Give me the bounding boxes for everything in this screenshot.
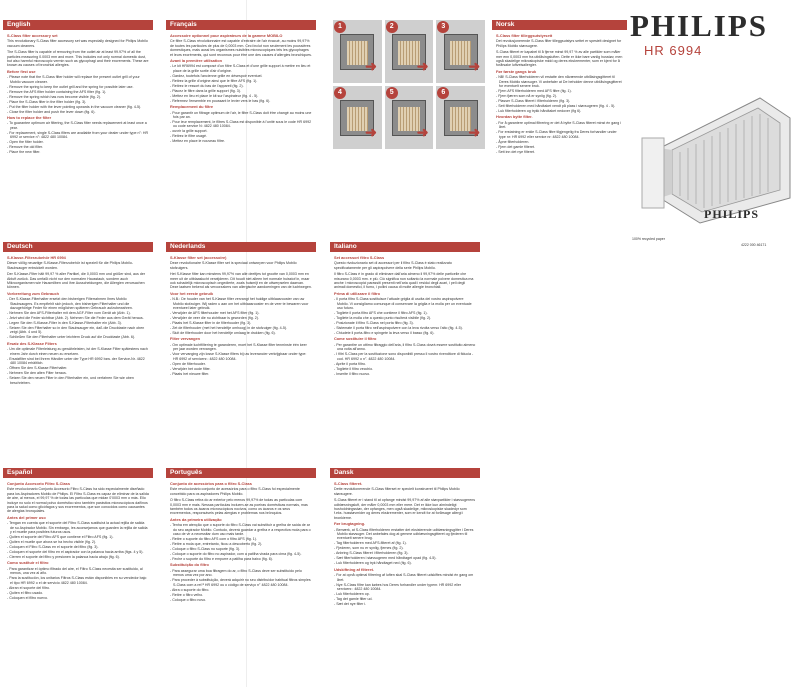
figure-number: 2 <box>386 21 398 33</box>
instruction-list <box>334 528 476 566</box>
list-item: - Legen Sie den S-Klasse-Filter in den S-Klasse-Filterhalter ein (Abb. 3). <box>7 321 149 325</box>
arrow-icon: ➜ <box>416 58 429 75</box>
list-item: - Fjederen, som nu er synlig, fjernes (fig. 2). <box>334 546 476 550</box>
list-item: - Ersatzfilter sind bei Ihrem Händler unter der Type HR 6992 bzw. der Service-Nr. 4822 480 10084 erhältlich. <box>7 357 149 366</box>
section-subtitle: Avant la première utilisation <box>170 58 222 64</box>
italiano-header: Italiano <box>330 242 480 252</box>
section-italiano <box>330 242 480 457</box>
list-item: - Togliete la molla che a questo punto risulterà visibile (fig. 2). <box>334 316 476 320</box>
section-subtitle: Før brugtagning. <box>334 521 366 527</box>
list-item: - Verwijder het oude filter. <box>170 367 312 371</box>
philips-logo-small: PHILIPS <box>704 207 760 221</box>
figure-number: 6 <box>437 87 449 99</box>
section-subtitle: Conjunto Accesorio Filtro S-Class <box>7 481 70 486</box>
arrow-icon: ➜ <box>416 124 429 141</box>
section-subtitle: S-Class filter accessory set <box>7 33 58 38</box>
francais-body <box>166 30 316 144</box>
list-item: - ouvrir la grille support. <box>170 129 312 133</box>
list-item: - Verwijder de veer die nu zichtbaar is geworden (fig. 2). <box>170 316 312 320</box>
list-item: - Quiten el soporte del Filtro AFS que contiene el Filtro AFS (fig. 1). <box>7 535 149 539</box>
deutsch-body <box>3 252 153 385</box>
philips-logo: PHILIPS <box>630 8 769 43</box>
english-body <box>3 30 153 155</box>
portugues-body <box>166 478 316 602</box>
list-item: - Setzen Sie den neuen Filter in den Filterhalter ein, und verfahren Sie wie oben beschrieben. <box>7 376 149 385</box>
section-subtitle: Voor het eerste gebruik <box>170 290 214 296</box>
section-deutsch <box>3 242 153 457</box>
figure-step-2 <box>385 20 434 83</box>
list-item: - Luk filterholderen op. <box>334 592 476 596</box>
deutsch-header: Deutsch <box>3 242 153 252</box>
list-item: - Bemærk, at S-Class filterholderen erstatter det eksisterende udblæsningsgitter i Deres Mobilo støvsuger. Det anbefales dog at gemme udblæsningsgitteret og fjederen til eventuelt senere brug. <box>334 528 476 541</box>
section-subtitle: Antes da primeira utilização <box>170 516 222 522</box>
paragraph: S-Class filteret er i stand til at opfange mindst 99,97% af alle støvpartikler i støvsugerens udblæsningsluft, der måler 0,0003 mm eller mere. Det er ikke kun almindeligt husholdningsstøv, der opfanges, men også skadelige, mikroskopiske skadedyr som f.eks. husstøvmider og deres ekskrementer, som er kendt for at forårsage allergi i bronkierne. <box>334 498 476 520</box>
list-item: - Chiudete il porta-filtro e spingete la leva verso il basso (fig. 6). <box>334 331 476 335</box>
paragraph: Questo rivoluzionario set di accessori per il filtro S-Class è stato realizzato specificatamente per gli aspirapolvere della serie Philips Mobilo. <box>334 261 452 270</box>
list-item: - Remove the spring to keep the outlet grill and the spring for possible later use. <box>7 85 149 89</box>
instruction-list <box>7 75 149 114</box>
model-number: HR 6994 <box>644 43 703 58</box>
section-subtitle: Prima di utilizzare il filtro <box>334 290 381 296</box>
list-item: - Placez le filtre dans la grille support (fig. 3). <box>170 89 312 93</box>
list-item: - Om optimale luchtfiltering te garanderen, moet het S-Klasse filter tenminste één keer per jaar worden vervangen. <box>170 343 312 352</box>
section-subtitle: S-Klasse filter set (accessoire) <box>170 255 227 260</box>
list-item: - To guarantee optimum air filtering, the S-Class filter needs replacement at least once a year. <box>7 121 149 130</box>
list-item: - Cierren el soporte del filtro y presionen la palanca hacia abajo (fig. 6). <box>7 555 149 559</box>
figure-step-3 <box>436 20 485 83</box>
nederlands-body <box>166 252 316 376</box>
list-item: - Coloquen el filtro nuevo. <box>7 596 149 600</box>
paragraph: This revolutionary S-Class filter accessory set was especially designed for Philips Mobilo vacuum cleaners. <box>7 39 148 48</box>
figure-step-5 <box>385 86 434 149</box>
section-dansk <box>330 468 480 687</box>
list-item: - Retirez la grille d'origine ainsi que le filtre AFS (fig. 1). <box>170 79 312 83</box>
list-item: - Mettez en lieu et place le kit sur l'aspirateur (fig. 4 - 5). <box>170 94 312 98</box>
section-subtitle: Ersatz des S-Klasse Filters <box>7 340 57 346</box>
list-item: - Um die optimale Filterleistung zu gewährleisten, ist der S-Klasse Filter spätestens nach einem Jahr durch einen neuen zu ersetzen. <box>7 347 149 356</box>
list-item: - Sistemate il porta filtro nell'aspirapolvere con la leva rivolta verso l'alto (fig. 4-5). <box>334 326 476 330</box>
arrow-icon: ➜ <box>468 124 481 141</box>
paragraph: Ce filtre S-Class révolutionnaire est capable d'extraire de l'air évacué, au moins 99,97% de toutes les particules de plus de 0,0003 mm. Ceci inclut non seulement les poussières domestiques, mais aussi les organismes nuisibles microscopiques tels les glycophages et leurs excréments, qui sont reconnus pour être une des causes d'allergies bronchiques. <box>170 39 312 57</box>
list-item: - Sluit de filterhouder door het hendeltje omlaag te drukken (fig. 6). <box>170 331 312 335</box>
list-item: - Retirez le filtre usagé. <box>170 134 312 138</box>
list-item: - For at opnå optimal filtrering af luften skal S-Class filteret udskiftes mindst én gang om året. <box>334 573 476 582</box>
arrow-icon: ➜ <box>365 124 377 141</box>
list-item: - Tag filterholderen med AFS-filteret af (fig. 1). <box>334 541 476 545</box>
instruction-list <box>7 347 149 385</box>
list-item: - Coloquen el Filtro S-Class en el soporte del filtro (fig. 3). <box>7 545 149 549</box>
list-item: - Para garantizar el óptimo filtrado del aire, el Filtro S-Class necesita ser sustituido, al menos, una vez al año. <box>7 567 149 576</box>
norsk-header: Norsk <box>492 20 627 30</box>
list-item: - Schließen Sie den Filterhalter unter leichtem Druck auf die Drucktaste (Abb. 6). <box>7 335 149 339</box>
list-item: - Quiten el muelle que ahora se ha hecho visible (fig. 2). <box>7 540 149 544</box>
list-item: - Sett inn det nye filteret. <box>496 150 623 154</box>
instruction-list <box>170 343 312 376</box>
paragraph: Dette revolutionerende S-Class filterset er specielt konstrueret til Philips Mobilo støvsugere. <box>334 487 460 496</box>
list-item: - I filtri S-Class per la sostituzione sono disponibili presso il vostro rivenditore di fiducia - cod. HR 6992 o n°. 4822 480 10084. <box>334 352 476 361</box>
list-item: - Remove the AFS filter holder containing the AFS filter (fig. 1). <box>7 90 149 94</box>
list-item: - N.B.: De houder van het S-Klasse filter vervangt het huidige uitblaasrooster van uw Mobilo stofzuiger. Wij raden u aan om het uitblaasrooster en de veer te bewaren voor eventueel later gebruik. <box>170 297 312 310</box>
list-item: - Retire o filtro velho. <box>170 593 312 597</box>
list-item: - Coloque o filtro S-Class no suporte (fig. 3). <box>170 547 312 551</box>
list-item: - Para proceder à substituição, deverá adquirir no seu distribuidor habitual filtros simples S-Class com a ref.ª HR 6992 ou o código de serviço n° 4822 480 10084. <box>170 578 312 587</box>
list-item: - Retirez le ressort du bas de l'appareil (fig. 2). <box>170 84 312 88</box>
section-portugues <box>166 468 316 687</box>
list-item: - Please note that the S-Class filter holder will replace the present outlet grill of your Mobilo vacuum cleaner. <box>7 75 149 84</box>
list-item: - Zet de filterhouder (met het hendeltje omhoog) in de stofzuiger (fig. 4-5). <box>170 326 312 330</box>
list-item: - Le kit HR6994 est composé d'un filtre S-Class et d'une grille support à mettre en lieu et place de la grille sortie d'air d'origine. <box>170 64 312 73</box>
list-item: - Place the S-Class filter in the filter holder (fig. 3). <box>7 100 149 104</box>
instruction-list <box>7 297 149 340</box>
list-item: - Place the new filter. <box>7 150 149 154</box>
list-item: - Coloque o filtro novo. <box>170 598 312 602</box>
francais-header: Français <box>166 20 316 30</box>
instruction-list <box>334 343 476 376</box>
list-item: - Tag det gamle filter ud. <box>334 597 476 601</box>
document-code: 4222 000 46171 <box>741 243 767 247</box>
list-item: - Fjern fjæren som nå er synlig (fig. 2). <box>496 94 623 98</box>
portugues-header: Português <box>166 468 316 478</box>
instruction-list <box>496 75 623 113</box>
list-item: - Quiten el filtro usado. <box>7 591 149 595</box>
list-item: - Mettez en place le nouveau filtre. <box>170 139 312 143</box>
english-header: English <box>3 20 153 30</box>
section-subtitle: Accessoire optionnel pour aspirateurs de la gamme MOBILO <box>170 33 283 38</box>
list-item: - Voor vervanging zijn losse S-Klasse filters bij uw leverancier verkrijgbaar onder type: HR 6992 of servicenr.: 4822 480 10084. <box>170 352 312 361</box>
arrow-icon: ➜ <box>468 58 481 75</box>
section-nederlands <box>166 242 316 457</box>
section-subtitle: Udskiftning af filteret. <box>334 566 374 572</box>
instruction-list <box>496 121 623 154</box>
list-item: - Fjern AFS filterholderen med AFS filtre (fig. 1). <box>496 89 623 93</box>
list-item: - Sett filterholderen med håndtaket vendt på plass i støvsugeren (fig. 4 - 5). <box>496 104 623 108</box>
section-francais <box>166 20 316 235</box>
section-subtitle: Come sostituire il filtro <box>334 336 377 342</box>
list-item: - Tengan en cuenta que el soporte del Filtro S-Class sustituirá la actual rejilla de salida de su Aspirador Mobilo. Sin embargo, les aconsejamos que guarden la rejilla de salida y el muelle para posibles futuros usos. <box>7 521 149 534</box>
list-item: - Close the filter holder and push the lever down (fig. 6). <box>7 110 149 114</box>
list-item: - Aprite il porta filtro. <box>334 362 476 366</box>
section-subtitle: Substituição do filtro <box>170 562 209 568</box>
section-subtitle: Set accessori filtro S-Class <box>334 255 385 260</box>
espanol-body <box>3 478 153 600</box>
norsk-body <box>492 30 627 154</box>
section-subtitle: S-Class filteret. <box>334 481 363 486</box>
list-item: - Para la sustitución, los unitarios Filtros S-Class están disponibles en su vendedor bajo el tipo HR 6992 o el de servicio 4822 480 10084. <box>7 576 149 585</box>
instruction-list <box>7 567 149 600</box>
section-norsk <box>492 20 627 235</box>
list-item: - Plasser S-Class filteret i filterholderen (fig. 3). <box>496 99 623 103</box>
list-item: - Coloque o suporte do filtro no aspirador, com a patilha virada para cima (fig. 4-5). <box>170 552 312 556</box>
dansk-body <box>330 478 480 607</box>
list-item: - Plaats het S-Klasse filter in de filterhouder (fig. 3). <box>170 321 312 325</box>
section-subtitle: Before first use <box>7 68 36 74</box>
instruction-list <box>170 111 312 144</box>
list-item: - Il porta filtro S-Class sostituisce l'attuale griglia di uscita del vostro aspirapolvere Mobilo. Vi consigliamo comunque di conservare la griglia e la molla per un eventuale uso futuro. <box>334 297 476 310</box>
figure-step-6 <box>436 86 485 149</box>
list-item: - Retire a mola que, entretanto, ficou a descoberto (fig. 2). <box>170 542 312 546</box>
section-subtitle: Como sustituir el filtro <box>7 560 49 566</box>
section-subtitle: Vorbereitung zum Gebrauch <box>7 290 60 296</box>
paragraph: Deze revolutionaire S-Klasse filter set is speciaal ontworpen voor Philips Mobilo stofzuigers. <box>170 261 297 270</box>
list-item: - Abra o suporte do filtro. <box>170 588 312 592</box>
paragraph: Il filtro S-Class è in grado di eliminare dall'aria almeno il 99,97% delle particelle che misurano 0,0003 mm. e più. Ciò significa non soltanto la normale polvere domestica ma anche i microscopici parassiti presenti nell'aria quali i residui degli acari, i peli degli animali domestici, il fumo, i pollini causa di molte allergie bronchiali. <box>334 272 474 290</box>
instruction-list <box>170 569 312 602</box>
list-item: - Put the filter holder with the lever pointing upwards in the vacuum cleaner (fig. 4-5). <box>7 105 149 109</box>
paragraph: Este revolucionário conjunto de acessórios para o filtro S-Class foi especialmente concebido para os aspiradores Philips Mobilo. <box>170 487 300 496</box>
section-subtitle: Hvordan bytte filter. <box>496 114 533 120</box>
figure-step-4 <box>333 86 382 149</box>
recycled-paper-note: 100% recycled paper <box>632 237 665 241</box>
section-subtitle: Før første gangs bruk <box>496 68 537 74</box>
list-item: - Feche o suporte do filtro e empurre a patilha para baixo (fig. 6). <box>170 557 312 561</box>
list-item: - Tenha em atenção que o suporte do filtro S-Class vai substituir a grelha de saída de ar do seu aspirador Mobilo. Contudo, deverá guardar a grelha e a respectiva mola para o caso de vir a necessitar dum uso mais tarde. <box>170 523 312 536</box>
figure-number: 4 <box>334 87 346 99</box>
list-item: - Gardez, toutefois l'ancienne grille en désespoir eventuel. <box>170 74 312 78</box>
figure-number: 1 <box>334 21 346 33</box>
list-item: - Nehmen Sie den AFS-Filterhalter mit dem AGF-Filter vom Gerät ab (Abb. 1). <box>7 311 149 315</box>
list-item: - Sæt det nye filter i. <box>334 602 476 606</box>
section-subtitle: Antes del primer uso <box>7 514 46 520</box>
list-item: - Pour leur remplacement, le filtres S-Class est disponible à l'unité sous le code HR 6992 ou code service N: 4822 480 10084. <box>170 120 312 129</box>
instruction-list <box>170 297 312 335</box>
list-item: - Jetzt wird die Feder sichtbar (Abb. 2). Nehmen Sie die Feder aus dem Gerät heraus. <box>7 316 149 320</box>
paragraph: Det revolusjonerende S-Class filter tilleggsutstyrs settet er spesielt designet for Philips Mobilo støvsugere. <box>496 39 622 48</box>
list-item: - Anbring S-Class filteret i filterholderen (fig. 3). <box>334 551 476 555</box>
espanol-header: Español <box>3 468 153 478</box>
list-item: - Åpne filterholderen. <box>496 140 623 144</box>
section-subtitle: S-Klasse-Filterzubehör HR 6994 <box>7 255 66 260</box>
instruction-list <box>170 64 312 103</box>
paragraph: Este revolucionario Conjunto Accesorio Filtro S-Class ha sido especialmente diseñado para los Aspiradores Mobilo de Philips. El Filtro S-Class es capaz de eliminar de la salida de aire, al menos, el 99,97 % de todas las partículas que midan 0'0003 mm o más. Ello incluye no solo el normal polvo doméstico sino también parásitos microscópicos dañinos para la salud como glicófagos y sus excrementos, que son conocidos como causantes de alergias bronquiales. <box>7 487 149 514</box>
figure-number: 5 <box>386 87 398 99</box>
list-item: - For å garantere optimal filtrering er det å bytte S-Class filteret minst én gang i året. <box>496 121 623 130</box>
list-item: - Setzen Sie den Filterhalter so in den Staubsauger ein, daß die Drucktaste nach oben zeigt (Abb. 4 und 5). <box>7 326 149 335</box>
section-subtitle: Conjunto de acessórios para o filtro S-Class <box>170 481 252 486</box>
list-item: - Open de filterhouder. <box>170 362 312 366</box>
list-item: - Open the filter holder. <box>7 140 149 144</box>
list-item: - Verwijder de AFS filterhouder met het AFS filter (fig. 1). <box>170 311 312 315</box>
section-subtitle: S-Class filter tilleggsutstyrsett <box>496 33 553 38</box>
section-espanol <box>3 468 153 687</box>
paragraph: Het S-Klasse filter kan minstens 99,97% van alle deeltjes tot grootte van 0,0003 mm en meer uit de uitblaaslucht verwijderen. Dit houdt niet alleen het normale huisstof in, maar ook schadelijk microscopisch ongedierte, zoals huismijt en de uitwerpselen daarvan. Deze laatsen bekend als veroorzakers van allergische aandoeningen van de luchtwegen. <box>170 272 312 290</box>
list-item: - For replacement, single S-Class filters are available from your dealer under type n°: HR 6992 or service n°: 4822 480 10084. <box>7 131 149 140</box>
figure-grid <box>333 20 485 215</box>
list-item: - Der S-Klasse-Filterhalter ersetzt den bisherigen Filterrahmen Ihres Mobilo Staubsaugers. Es empfiehlt sich jedoch, den bisherigen Filterhalter und die dazugehörige Feder für einen möglichen späteren Gebrauch aufzubewahren. <box>7 297 149 310</box>
list-item: - Retire o suporte do filtro AFS com o filtro AFS (fig. 1). <box>170 537 312 541</box>
section-subtitle: How to replace the filter <box>7 115 52 121</box>
list-item: - Para assegurar uma boa filtragem do ar, o filtro S-Class deve ser substituído pelo menos uma vez por ano. <box>170 569 312 578</box>
list-item: - Sæt filterholderen i støvsugeren med håndtaget opad (fig. 4-5). <box>334 556 476 560</box>
arrow-icon: ➜ <box>365 58 377 75</box>
list-item: - Togliete il filtro vecchio. <box>334 367 476 371</box>
list-item: - Inserite il filtro nuovo. <box>334 372 476 376</box>
list-item: - Fjern det gamle filteret. <box>496 145 623 149</box>
paragraph: Dieser völlig neuartige S-Klasse-Filterzubehör ist speziell für die Philips Mobilo-Staubsauger entwickelt worden. <box>7 261 134 270</box>
list-item: - Nye S-Class filtre kan købes hos Deres forhandler under typenr. HR 6992 eller servicenr.: 4822 480 10084. <box>334 583 476 592</box>
paragraph: Der S-Klasse-Filter hält 99,97 % aller Partikel, die 0,0003 mm und größer sind, aus der Abluft zurück. Das umfaßt nicht nur den normalen Hausstaub, sondern auch Mikroorganismen wie Hausmilben und ihre Ausscheidungen, die Allergien verursachen können. <box>7 272 146 290</box>
list-item: - Nehmen Sie den alten Filter heraus. <box>7 371 149 375</box>
section-subtitle: Filter vervangen <box>170 336 201 342</box>
list-item: - Remove the old filter. <box>7 145 149 149</box>
instruction-list <box>334 573 476 606</box>
list-item: - Luk filterholderen og trykk håndtaket nedover (fig 6). <box>496 109 623 113</box>
nederlands-header: Nederlands <box>166 242 316 252</box>
section-english <box>3 20 153 235</box>
list-item: - Refermez l'ensemble en poussant le levier vers le bas (fig. 6). <box>170 99 312 103</box>
italiano-body <box>330 252 480 376</box>
list-item: - Öffnen Sie den S-Klasse Filterhalter. <box>7 366 149 370</box>
list-item: - Togliete il porta filtro AFS che contiene il filtro AFS (fig. 1). <box>334 311 476 315</box>
instruction-list <box>170 523 312 561</box>
list-item: - Per garantire un ottimo filtraggio dell'aria, il filtro S-Class dovrà essere sostituito almeno una volta all'anno. <box>334 343 476 352</box>
list-item: - Plaats het nieuwe filter. <box>170 372 312 376</box>
list-item: - Posizionate il filtro S-Class nel porta filtro (fig. 3). <box>334 321 476 325</box>
figure-number: 3 <box>437 21 449 33</box>
instruction-list <box>7 521 149 559</box>
list-item: - Pour garantir un filtrage optimum de l'air, le filtre S-Class doit être changé au moins une fois par an. <box>170 111 312 120</box>
filter-product-image <box>640 78 800 228</box>
list-item: - Remove the spring which has now become visible (fig. 2). <box>7 95 149 99</box>
list-item: - Abran el soporte del filtro. <box>7 586 149 590</box>
paragraph: The S-Class filter is capable of removing from the outlet air at least 99.97% of all the particles measuring 0.0003 mm and more. This includes not only normal domestic dust, but also harmful microscopic vermin such as glycophagi and their excrements. These are known as causes of bronchial allergies. <box>7 50 149 68</box>
list-item: - For erstatning er enkle S-Class filtre tilgjengelig fra Deres forhandler under type nr: HR 6992 eller service nr: 4822 480 10084. <box>496 130 623 139</box>
list-item: - Coloquen el soporte del filtro en el aspirador con la palanca hacia arriba (figs. 4 y 5). <box>7 550 149 554</box>
paragraph: O filtro S-Class retira do ar exterior pelo menos 99,97% de todas as partículas com 0,0003 mm e mais. Nessas partículas incluem-se as poeiras domésticas normais, mas também todos os ácaros microscópicos nocivos, como os ácaros e os seus excrementos, responsáveis pelas alergias e problemas nos brônquios. <box>170 498 308 516</box>
list-item: - Luk filterholderen og tryk håndtaget ned (fig. 6). <box>334 561 476 565</box>
list-item: - NB! S-Class filterholderen vil erstatte den nåværende utblåsingsgitteret til Deres Mobilo støvsuger. Vi anbefaler at De beholder denne utblåsingsgitteret for eventuelt senere bruk. <box>496 75 623 88</box>
section-subtitle: Remplacement du filtre <box>170 104 214 110</box>
figure-step-1 <box>333 20 382 83</box>
instruction-list <box>334 297 476 335</box>
paragraph: S-Class filteret er kapabel til å fjerne minst 99,97 % av alle partikler som måler mer enn 0,0003 mm fra utblåsingsluften. Dette er ikke bare vanlig husstøv, men også skadelige mikroskopiske midd og deres ekskrementer, som er kjent for å forårsake luftveisallergier. <box>496 50 623 68</box>
instruction-list <box>7 121 149 154</box>
dansk-header: Dansk <box>330 468 480 478</box>
